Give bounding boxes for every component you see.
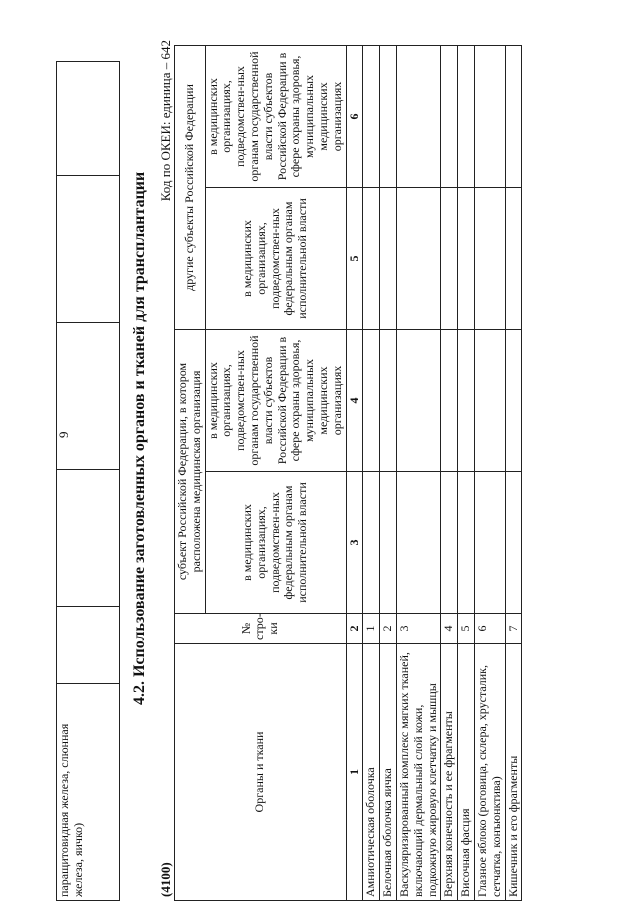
organ-name: Васкуляризированный комплекс мягких тканей, включающий дермальный слой кожи, подкожную жировую клетчатку и мышцы	[396, 644, 440, 901]
row-number: 5	[458, 614, 475, 644]
column-number: 1	[346, 644, 363, 901]
value-cell	[474, 472, 505, 614]
value-cell	[441, 472, 458, 614]
organ-name: Верхняя конечность и ее фрагменты	[441, 644, 458, 901]
row-number: 6	[474, 614, 505, 644]
table-cell: паращитовидная железа, слюнная железа, яичко)	[57, 684, 120, 901]
transplant-use-table	[174, 45, 522, 901]
column-number: 6	[346, 45, 363, 187]
value-cell	[458, 472, 475, 614]
organ-name: Белочная оболочка яичка	[380, 644, 397, 901]
value-cell	[474, 45, 505, 187]
value-cell	[396, 45, 440, 187]
value-cell	[380, 188, 397, 330]
value-cell	[363, 330, 380, 472]
table-cell	[57, 607, 120, 684]
value-cell	[474, 330, 505, 472]
column-number: 2	[346, 614, 363, 644]
table-cell	[57, 470, 120, 607]
table-row	[396, 45, 440, 900]
organ-name: Височная фасция	[458, 644, 475, 901]
header-federal: в медицинских организациях, подведомствен-ных федеральным органам исполнительной власти	[205, 188, 346, 330]
section-code: (4100)	[158, 862, 173, 897]
header-row-number: № стро-ки	[175, 614, 347, 644]
value-cell	[380, 472, 397, 614]
value-cell	[441, 45, 458, 187]
row-number: 1	[363, 614, 380, 644]
table-row	[458, 45, 475, 900]
column-number: 5	[346, 188, 363, 330]
row-number: 3	[396, 614, 440, 644]
header-group-own-region: субъект Российской Федерации, в котором расположена медицинская организация	[175, 330, 206, 614]
value-cell	[396, 330, 440, 472]
row-number: 7	[505, 614, 522, 644]
value-cell	[363, 472, 380, 614]
value-cell	[363, 188, 380, 330]
table-cell	[57, 176, 120, 323]
table-cell	[57, 323, 120, 470]
value-cell	[441, 330, 458, 472]
continued-table	[56, 61, 120, 901]
value-cell	[458, 45, 475, 187]
organ-name: Кишечник и его фрагменты	[505, 644, 522, 901]
okei-code: Код по ОКЕИ: единица – 642	[158, 40, 173, 202]
header-regional: в медицинских организациях, подведомствен-ных органам государственной власти субъектов Российской Федерации в сфере охраны здоровья, муниципальных медицинских организациях	[205, 330, 346, 472]
value-cell	[396, 472, 440, 614]
page-number: 9	[56, 431, 71, 438]
value-cell	[505, 45, 522, 187]
value-cell	[474, 188, 505, 330]
column-number: 4	[346, 330, 363, 472]
header-regional: в медицинских организациях, подведомствен-ных органам государственной власти субъектов Российской Федерации в сфере охраны здоровья, муниципальных медицинских организациях	[205, 45, 346, 187]
table-row	[363, 45, 380, 900]
section-title: 4.2. Использование заготовленных органов и тканей для трансплантации	[131, 171, 148, 705]
header-group-other-regions: другие субъекты Российской Федерации	[175, 45, 206, 329]
value-cell	[505, 472, 522, 614]
row-number: 4	[441, 614, 458, 644]
table-row	[505, 45, 522, 900]
header-organs: Органы и ткани	[175, 644, 347, 901]
value-cell	[380, 45, 397, 187]
table-row	[380, 45, 397, 900]
organ-name: Амниотическая оболочка	[363, 644, 380, 901]
value-cell	[458, 330, 475, 472]
value-cell	[380, 330, 397, 472]
value-cell	[441, 188, 458, 330]
table-header-row	[175, 45, 206, 900]
table-row	[474, 45, 505, 900]
column-numbers-row	[346, 45, 363, 900]
header-federal: в медицинских организациях, подведомствен-ных федеральным органам исполнительной власти	[205, 472, 346, 614]
table-row	[57, 62, 120, 901]
value-cell	[458, 188, 475, 330]
value-cell	[505, 188, 522, 330]
table-cell	[57, 62, 120, 176]
organ-name: Глазное яблоко (роговица, склера, хрусталик, сетчатка, конъюнктива)	[474, 644, 505, 901]
value-cell	[363, 45, 380, 187]
table-row	[441, 45, 458, 900]
column-number: 3	[346, 472, 363, 614]
row-number: 2	[380, 614, 397, 644]
value-cell	[396, 188, 440, 330]
value-cell	[505, 330, 522, 472]
